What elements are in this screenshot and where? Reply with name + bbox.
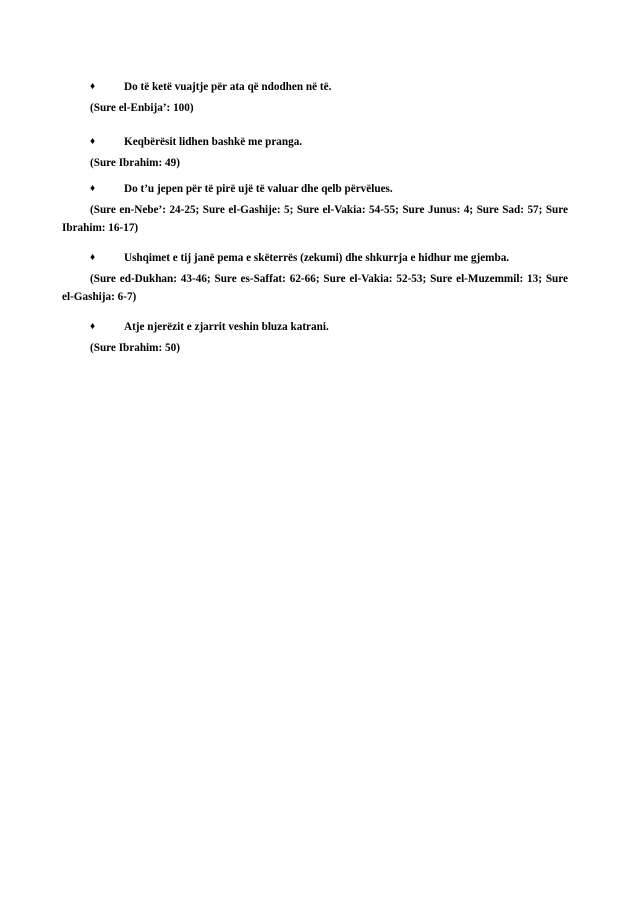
entry-reference: (Sure en-Nebe’: 24-25; Sure el-Gashije: 5; Sure el-Vakia: 54-55; Sure Junus: 4; Sure Sad: 57; Sure Ibrahim: 16-17) xyxy=(62,204,568,234)
entry-text: Keqbërësit lidhen bashkë me pranga. xyxy=(124,136,303,148)
diamond-bullet-icon: ♦ xyxy=(90,136,96,147)
diamond-bullet-icon: ♦ xyxy=(90,252,96,263)
entry-2 xyxy=(62,134,568,172)
bullet-line xyxy=(62,250,568,266)
entry-reference: (Sure Ibrahim: 49) xyxy=(90,157,180,169)
diamond-bullet-icon: ♦ xyxy=(90,183,96,194)
entry-5 xyxy=(62,319,568,357)
entry-text: Do të ketë vuajtje për ata që ndodhen në të. xyxy=(124,81,332,93)
entry-4 xyxy=(62,250,568,306)
diamond-bullet-icon: ♦ xyxy=(90,81,96,92)
entry-text: Do t’u jepen për të pirë ujë të valuar dhe qelb përvëlues. xyxy=(124,183,393,195)
bullet-line xyxy=(62,134,568,150)
entry-reference: (Sure el-Enbija’: 100) xyxy=(90,102,194,114)
entry-text: Atje njerëzit e zjarrit veshin bluza katrani. xyxy=(124,321,329,333)
diamond-bullet-icon: ♦ xyxy=(90,321,96,332)
entry-3 xyxy=(62,181,568,237)
bullet-line xyxy=(62,79,568,95)
bullet-line xyxy=(62,181,568,197)
entry-text: Ushqimet e tij janë pema e skëterrës (zekumi) dhe shkurrja e hidhur me gjemba. xyxy=(124,252,510,264)
entry-reference: (Sure ed-Dukhan: 43-46; Sure es-Saffat: 62-66; Sure el-Vakia: 52-53; Sure el-Muzemmil: 13; Sure el-Gashija: 6-7) xyxy=(62,273,568,303)
bullet-line xyxy=(62,319,568,335)
entry-1 xyxy=(62,79,568,117)
entry-reference: (Sure Ibrahim: 50) xyxy=(90,342,180,354)
